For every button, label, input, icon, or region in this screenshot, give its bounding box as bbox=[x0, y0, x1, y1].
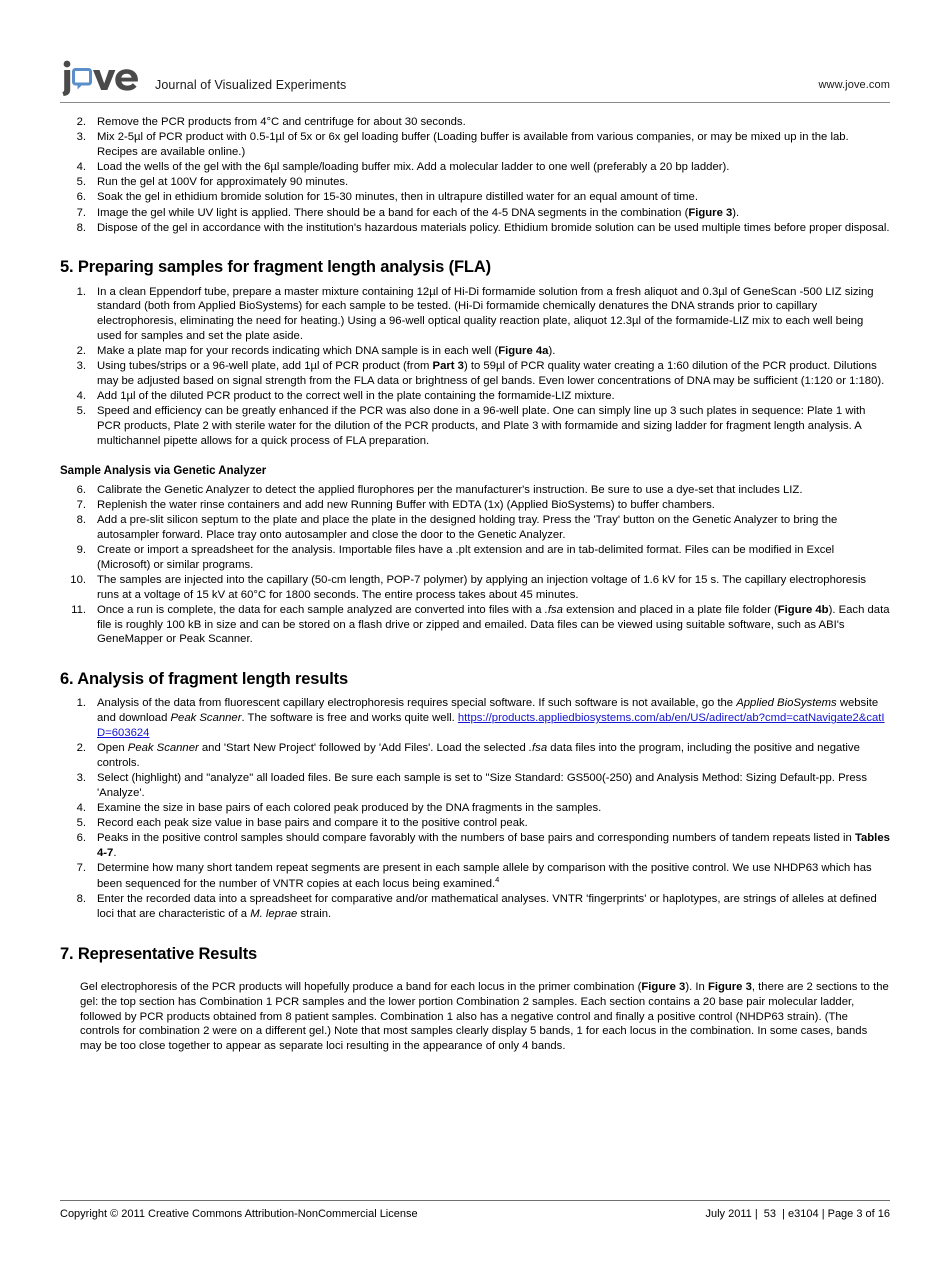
step-number: 1. bbox=[76, 285, 86, 298]
step-number: 6. bbox=[76, 191, 86, 204]
step-number: 3. bbox=[76, 360, 86, 373]
step-number: 2. bbox=[76, 345, 86, 357]
step-number: 5. bbox=[76, 176, 86, 189]
list-item bbox=[60, 160, 890, 175]
step-text: Select (highlight) and "analyze" all loaded files. Be sure each sample is set to "Size Standard: GS500(-250) and Analysis Method: Sizing Default-pp. Press 'Analyze'. bbox=[97, 771, 867, 799]
step-text: Add a pre-slit silicon septum to the plate and place the plate in the designed holding tray. Press the 'Tray' button on the Genetic Analyzer to bring the autosampler forward. Place tray onto autosampler and close the door to the Genetic Analyzer. bbox=[97, 514, 838, 542]
list-item bbox=[60, 513, 890, 542]
paragraph-fragment: ). In bbox=[685, 981, 708, 994]
list-item bbox=[60, 498, 890, 513]
step-text-fragment: Determine how many short tandem repeat segments are present in each sample allele by comparison with the positive control. We use NHDP63 which has been sequenced for the number of VNTR copies at each locus being examined. bbox=[97, 861, 872, 891]
subsection-heading-sample-analysis: Sample Analysis via Genetic Analyzer bbox=[60, 465, 267, 478]
step-text: Record each peak size value in base pairs and compare it to the positive control peak. bbox=[97, 816, 528, 829]
step-text: In a clean Eppendorf tube, prepare a master mixture containing 12µl of Hi-Di formamide solution from a fresh aliquot and 0.3µl of GeneScan -500 LIZ sizing standard (both from Applied BioSystems) for each sample to be tested. (Hi-Di formamide chemically denatures the DNA strands prior to capillary electrophoresis, eliminating the need for heating.) Using a 96-well optical quality reaction plate, aliquot 12.3µl of the formamide-LIZ mix to each well being used for samples and set the plate aside. bbox=[97, 285, 874, 342]
list-item bbox=[60, 801, 890, 816]
list-item bbox=[60, 696, 890, 740]
step-text: Soak the gel in ethidium bromide solution for 15-30 minutes, then in ultrapure distilled water for an equal amount of time. bbox=[97, 191, 698, 204]
list-item bbox=[60, 285, 890, 344]
step-text: Calibrate the Genetic Analyzer to detect the applied flurophores per the manufacturer's instruction. Be sure to use a dye-set that includes LIZ. bbox=[97, 484, 803, 497]
list-item bbox=[60, 130, 890, 159]
figure-3-reference: Figure 3 bbox=[707, 981, 752, 994]
step-number: 5. bbox=[76, 405, 86, 418]
step-number: 8. bbox=[76, 514, 86, 527]
step-text: Make a plate map for your records indicating which DNA sample is in each well (Figure 4a). bbox=[97, 345, 556, 357]
emphasis-peak-scanner: Peak Scanner bbox=[170, 712, 242, 725]
step-text-fragment: . The software is free and works quite well. bbox=[241, 712, 458, 725]
step-text: Dispose of the gel in accordance with the institution's hazardous materials policy. Ethidium bromide solution can be used multiple times before proper disposal. bbox=[97, 221, 890, 234]
brand-tagline: Journal of Visualized Experiments bbox=[155, 77, 347, 92]
list-item bbox=[60, 573, 890, 602]
list-item bbox=[60, 543, 890, 572]
step-text: Create or import a spreadsheet for the analysis. Importable files have a .plt extension and are in tab-delimited format. Files can be modified in Excel (Microsoft) or similar programs. bbox=[97, 544, 835, 571]
emphasis-peak-scanner: Peak Scanner bbox=[127, 741, 199, 754]
step-number: 7. bbox=[76, 499, 86, 512]
document-content bbox=[60, 103, 890, 1054]
section5-step-list-2 bbox=[60, 483, 890, 647]
step-text: Using tubes/strips or a 96-well plate, add 1µl of PCR product (from Part 3) to 59µl of PCR quality water creating a 1:60 dilution of the PCR product. Dilutions may be adjusted based on signal strength from the FLA data or brightness of gel bands. Even lower concentrations of DNA may be sufficient (1:120 or 1:180). bbox=[97, 360, 885, 387]
step-number: 7. bbox=[76, 861, 86, 874]
step-text: Speed and efficiency can be greatly enhanced if the PCR was also done in a 96-well plate. One can simply line up 3 such plates in sequence: Plate 1 with PCR products, Plate 2 with sterile water for the dilution of the PCR products, and Plate 3 with formamide and sizing ladder for fragment length analysis. A multichannel pipette allows for a quick process of FLA preparation. bbox=[97, 405, 866, 447]
step-number: 11. bbox=[71, 604, 86, 617]
section-heading-5: 5. Preparing samples for fragment length analysis (FLA) bbox=[60, 258, 491, 277]
figure-3-reference: Figure 3 bbox=[641, 981, 686, 994]
list-item bbox=[60, 771, 890, 800]
step-number: 4. bbox=[76, 161, 86, 174]
paragraph-fragment: , there are 2 sections to the gel: the top section has Combination 1 PCR samples and the lower portion Combination 2 samples. Each section contains a 20 base pair molecular ladder, followed by PCR products obtained from 8 patient samples. Combination 1 also has a negative control and finally a positive control (NHDP63 strain). (The controls for combination 2 were on a different gel.) Note that most samples clearly display 5 bands, 1 for each locus in the combination. In some cases, bands may be too close together to appear as separate loci resulting in the appearance of only 4 bands. bbox=[80, 981, 889, 1052]
step-text: Mix 2-5µl of PCR product with 0.5-1µl of 5x or 6x gel loading buffer (Loading buffer is available from various companies, or may be mixed up in the lab. Recipes are available online.) bbox=[97, 131, 849, 158]
step-text: Enter the recorded data into a spreadsheet for comparative and/or mathematical analyses. VNTR 'fingerprints' or haplotypes, are strings of alleles at defined loci that are characteristic of a M. leprae strain. bbox=[97, 893, 877, 921]
list-item bbox=[60, 892, 890, 921]
list-item bbox=[60, 483, 890, 498]
step-text: Replenish the water rinse containers and add new Running Buffer with EDTA (1x) (Applied BioSystems) to buffer chambers. bbox=[97, 499, 715, 512]
section4-step-list bbox=[60, 115, 890, 235]
list-item bbox=[60, 359, 890, 388]
spacer bbox=[60, 971, 890, 980]
section5-step-list bbox=[60, 285, 890, 448]
header-website-url: www.jove.com bbox=[818, 79, 890, 91]
section6-step-list bbox=[60, 696, 890, 921]
step-text: Remove the PCR products from 4°C and centrifuge for about 30 seconds. bbox=[97, 116, 466, 128]
step-text: Once a run is complete, the data for each sample analyzed are converted into files with a .fsa extension and placed in a plate file folder (Figure 4b). Each data file is roughly 100 kB in size and can be stored on a flash drive or zipped and emailed. Data files can be viewed using suitable software, such as ABI's GeneMapper or Peak Scanner. bbox=[97, 604, 890, 646]
step-number: 8. bbox=[76, 221, 86, 234]
brand bbox=[60, 58, 346, 98]
step-text-fragment: and 'Start New Project' followed by 'Add Files'. Load the selected bbox=[198, 741, 529, 754]
step-text: Run the gel at 100V for approximately 90 minutes. bbox=[97, 176, 349, 189]
step-text-fragment: Analysis of the data from fluorescent capillary electrophoresis requires special software. If such software is not available, go the bbox=[97, 697, 737, 710]
step-text: Examine the size in base pairs of each colored peak produced by the DNA fragments in the samples. bbox=[97, 801, 602, 814]
step-text bbox=[97, 862, 872, 890]
step-text bbox=[97, 697, 885, 738]
list-item bbox=[60, 404, 890, 448]
list-item bbox=[60, 221, 890, 236]
list-item bbox=[60, 861, 890, 892]
list-item bbox=[60, 206, 890, 221]
list-item bbox=[60, 115, 890, 130]
page-header bbox=[60, 0, 890, 103]
list-item bbox=[60, 831, 890, 860]
step-text: The samples are injected into the capillary (50-cm length, POP-7 polymer) by applying an injection voltage of 1.6 kV for 15 s. The capillary electrophoresis runs at a voltage of 15 kV at 60°C for 1800 seconds. The entire process takes about 45 minutes. bbox=[97, 574, 866, 601]
step-text: Peaks in the positive control samples should compare favorably with the numbers of base pairs and corresponding numbers of tandem repeats listed in Tables 4-7. bbox=[97, 832, 890, 859]
step-number: 4. bbox=[76, 390, 86, 403]
section-heading-6: 6. Analysis of fragment length results bbox=[60, 670, 349, 689]
list-item bbox=[60, 175, 890, 190]
step-text bbox=[97, 742, 860, 769]
step-number: 7. bbox=[76, 206, 86, 219]
footer-copyright: Copyright © 2011 Creative Commons Attribution-NonCommercial License bbox=[60, 1208, 418, 1220]
step-text: Image the gel while UV light is applied. There should be a band for each of the 4-5 DNA segments in the combination (Figure 3). bbox=[97, 206, 740, 219]
applied-biosystems-link[interactable]: https://products.appliedbiosystems.com/ab/en/US/adirect/ab?cmd=catNavigate2&catID=603624 bbox=[97, 712, 885, 739]
step-number: 3. bbox=[76, 131, 86, 144]
step-text-fragment: data files into the program, including the positive and negative controls. bbox=[97, 741, 860, 769]
step-number: 2. bbox=[76, 116, 86, 128]
list-item bbox=[60, 344, 890, 359]
jove-logo bbox=[60, 58, 146, 98]
list-item bbox=[60, 741, 890, 770]
list-item bbox=[60, 190, 890, 205]
step-number: 4. bbox=[76, 801, 86, 814]
list-item bbox=[60, 603, 890, 647]
step-text-fragment: Open bbox=[97, 741, 128, 754]
step-number: 8. bbox=[76, 893, 86, 906]
page-footer bbox=[60, 1200, 890, 1220]
step-number: 9. bbox=[76, 544, 86, 557]
step-number: 5. bbox=[76, 816, 86, 829]
section-heading-7: 7. Representative Results bbox=[60, 944, 258, 963]
footer-issue-info: July 2011 | 53 | e3104 | Page 3 of 16 bbox=[705, 1208, 890, 1220]
step-text-fragment: website and download bbox=[97, 697, 879, 725]
emphasis-applied-biosystems: Applied BioSystems bbox=[736, 697, 837, 710]
list-item bbox=[60, 389, 890, 404]
step-number: 2. bbox=[76, 741, 86, 754]
step-text: Add 1µl of the diluted PCR product to the correct well in the plate containing the formamide-LIZ mixture. bbox=[97, 390, 615, 403]
step-text: Load the wells of the gel with the 6µl sample/loading buffer mix. Add a molecular ladder to one well (preferably a 20 bp ladder). bbox=[97, 161, 730, 174]
list-item bbox=[60, 816, 890, 831]
emphasis-fsa: .fsa bbox=[528, 741, 548, 754]
step-number: 6. bbox=[76, 484, 86, 497]
footnote-reference: 4 bbox=[495, 875, 500, 885]
step-number: 3. bbox=[76, 771, 86, 784]
step-number: 6. bbox=[76, 832, 86, 845]
step-number: 10. bbox=[70, 574, 86, 587]
representative-results-paragraph bbox=[80, 980, 890, 1053]
paragraph-fragment: Gel electrophoresis of the PCR products will hopefully produce a band for each locus in the primer combination ( bbox=[80, 981, 642, 994]
step-number: 1. bbox=[76, 697, 86, 710]
